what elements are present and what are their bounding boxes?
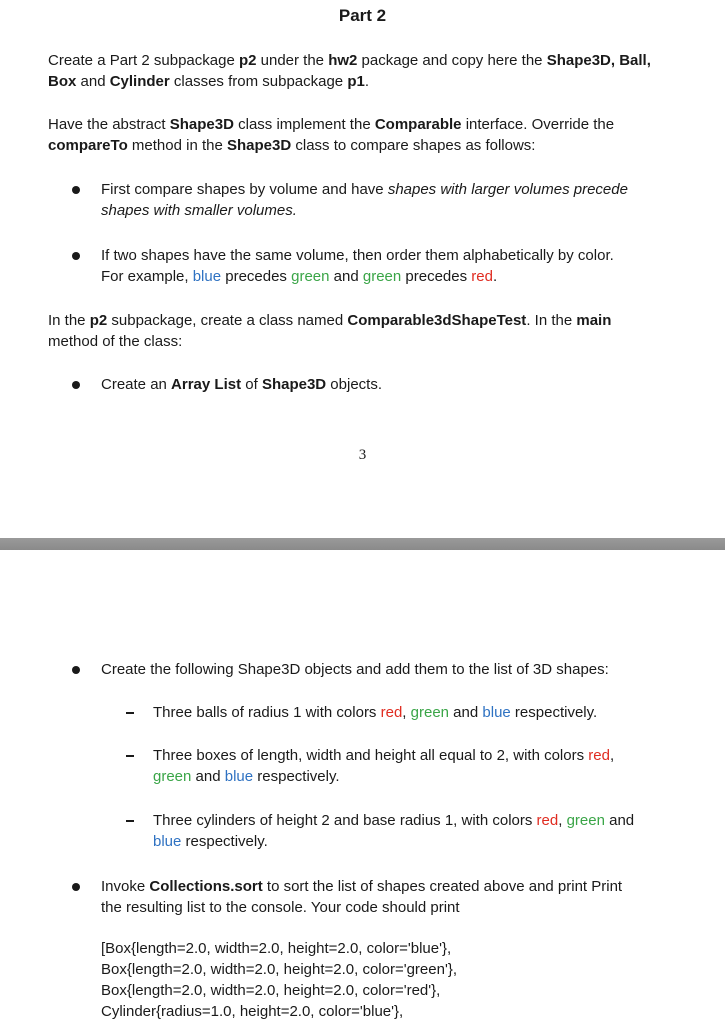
dash-item-cylinders: Three cylinders of height 2 and base radius 1, with colors red, green and blue respectively. — [153, 812, 635, 850]
document-page-2 — [0, 550, 725, 1024]
bullet-icon — [72, 186, 80, 194]
bullet-create-objects: Create the following Shape3D objects and add them to the list of 3D shapes: — [101, 661, 609, 678]
bullet-icon — [72, 883, 80, 891]
bullet-compare-volume: First compare shapes by volume and have shapes with larger volumes precede shapes with smaller volumes. — [101, 181, 628, 219]
bullet-create-array-list: Create an Array List of Shape3D objects. — [101, 376, 383, 393]
page-title: Part 2 — [338, 6, 387, 25]
output-line: [Box{length=2.0, width=2.0, height=2.0, color='blue'}, — [101, 940, 452, 957]
dash-item-balls: Three balls of radius 1 with colors red, green and blue respectively. — [153, 704, 598, 721]
dash-icon — [126, 820, 134, 822]
paragraph-create-subpackage: Create a Part 2 subpackage p2 under the hw2 package and copy here the Shape3D, Ball, Box and Cylinder classes from subpackage p1. — [48, 52, 651, 90]
page-number: 3 — [358, 447, 367, 463]
bullet-compare-color: If two shapes have the same volume, then order them alphabetically by color. For example, blue precedes green and green precedes red. — [101, 247, 614, 285]
bullet-icon — [72, 381, 80, 389]
dash-item-boxes: Three boxes of length, width and height all equal to 2, with colors red, green and blue respectively. — [153, 747, 615, 785]
output-line: Cylinder{radius=1.0, height=2.0, color='blue'}, — [101, 1003, 404, 1020]
dash-icon — [126, 755, 134, 757]
expected-output — [101, 938, 701, 1022]
bullet-invoke-sort: Invoke Collections.sort to sort the list of shapes created above and print Print the resulting list to the console. Your code should print — [101, 878, 623, 916]
paragraph-comparable: Have the abstract Shape3D class implement the Comparable interface. Override the compareTo method in the Shape3D class to compare shapes as follows: — [48, 116, 615, 154]
paragraph-test-class: In the p2 subpackage, create a class named Comparable3dShapeTest. In the main method of the class: — [48, 312, 612, 350]
page-separator — [0, 538, 725, 550]
output-line: Box{length=2.0, width=2.0, height=2.0, color='green'}, — [101, 961, 457, 978]
bullet-icon — [72, 252, 80, 260]
dash-icon — [126, 712, 134, 714]
bullet-icon — [72, 666, 80, 674]
output-line: Box{length=2.0, width=2.0, height=2.0, color='red'}, — [101, 982, 441, 999]
